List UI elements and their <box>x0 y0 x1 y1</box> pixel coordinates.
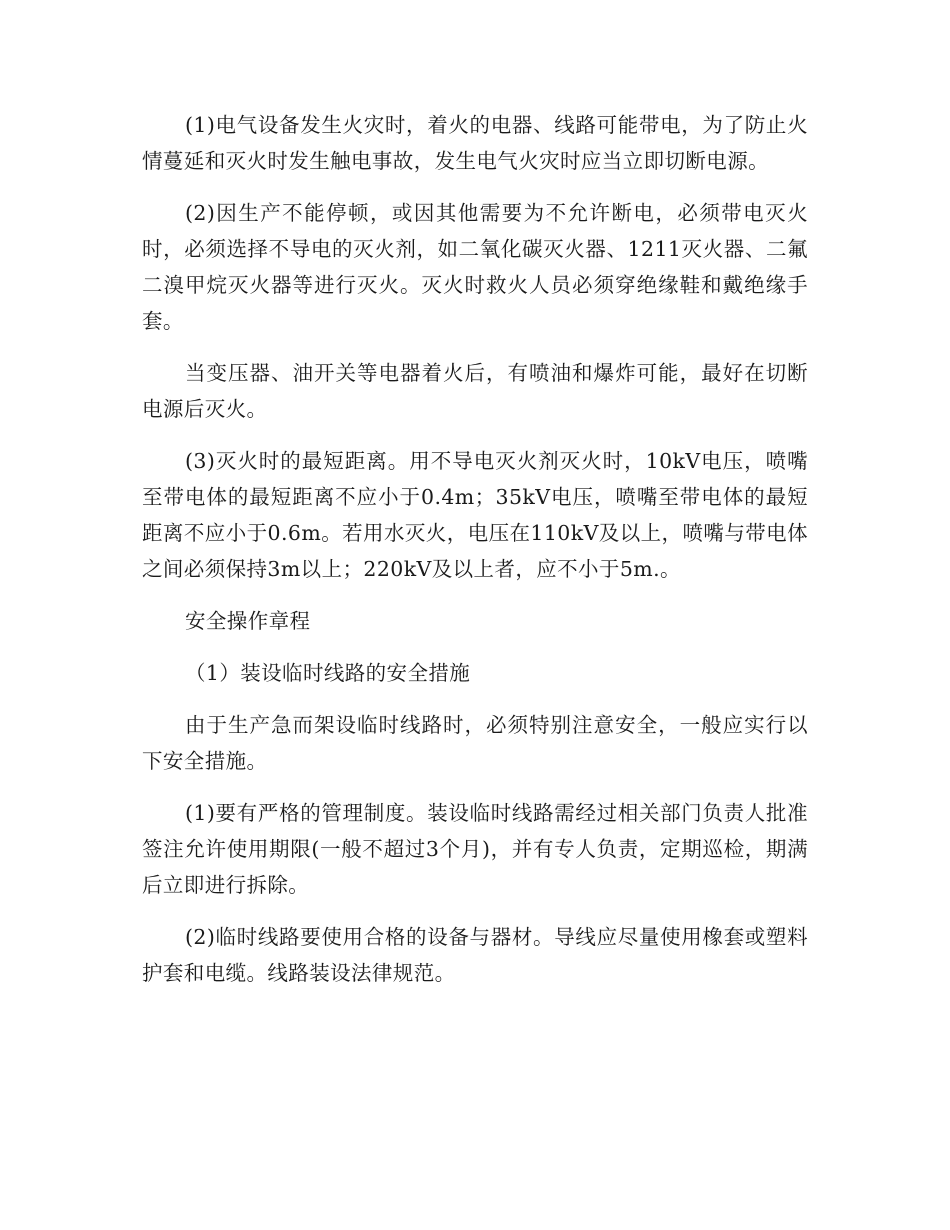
paragraph-management-system: (1)要有严格的管理制度。装设临时线路需经过相关部门负责人批准签注允许使用期限(一般不超过3个月)，并有专人负责，定期巡检，期满后立即进行拆除。 <box>142 801 808 897</box>
paragraph-temporary-lines-intro: 由于生产急而架设临时线路时，必须特别注意安全，一般应实行以下安全措施。 <box>142 713 808 773</box>
paragraph-live-extinguishing: (2)因生产不能停顿，或因其他需要为不允许断电，必须带电灭火时，必须选择不导电的灭火剂，如二氧化碳灭火器、1211灭火器、二氟二溴甲烷灭火器等进行灭火。灭火时救火人员必须穿绝缘鞋和戴绝缘手套。 <box>142 201 808 333</box>
document-body <box>142 107 808 1007</box>
paragraph-minimum-distance: (3)灭火时的最短距离。用不导电灭火剂灭火时，10kV电压，喷嘴至带电体的最短距离不应小于0.4m；35kV电压，喷嘴至带电体的最短距离不应小于0.6m。若用水灭火，电压在110kV及以上，喷嘴与带电体之间必须保持3m以上；220kV及以上者，应不小于5m.。 <box>142 449 808 581</box>
paragraph-fire-power-cutoff: (1)电气设备发生火灾时，着火的电器、线路可能带电，为了防止火情蔓延和灭火时发生触电事故，发生电气火灾时应当立即切断电源。 <box>142 113 808 173</box>
paragraph-qualified-equipment: (2)临时线路要使用合格的设备与器材。导线应尽量使用橡套或塑料护套和电缆。线路装设法律规范。 <box>142 925 808 985</box>
section-heading-safety-rules: 安全操作章程 <box>185 609 311 633</box>
paragraph-transformer-fire: 当变压器、油开关等电器着火后，有喷油和爆炸可能，最好在切断电源后灭火。 <box>142 361 808 421</box>
subsection-heading-temporary-lines: （1）装设临时线路的安全措施 <box>185 661 471 685</box>
